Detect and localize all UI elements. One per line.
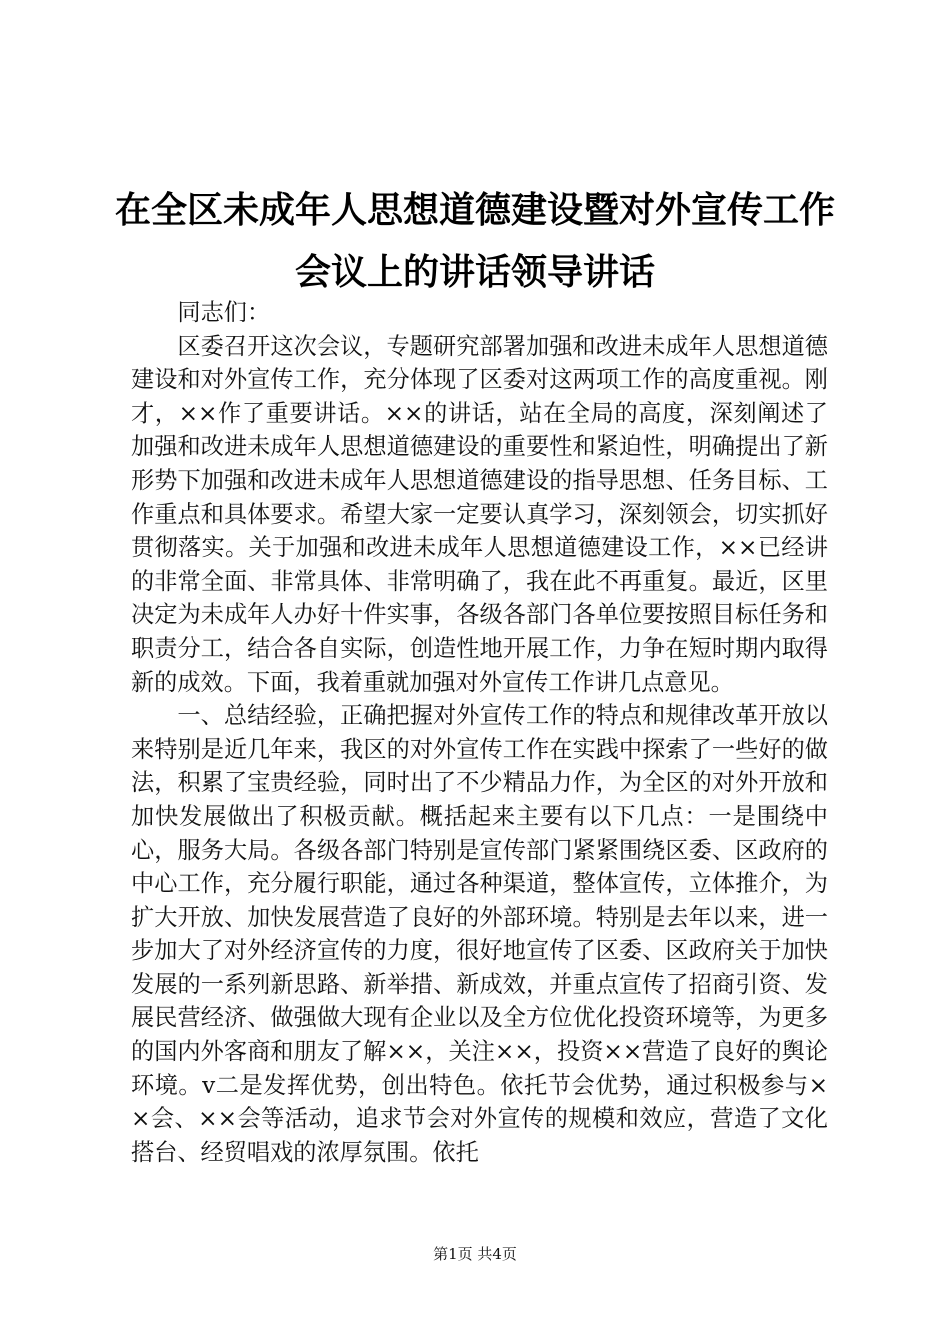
document-body [131, 296, 828, 1169]
body-paragraph-1: 区委召开这次会议，专题研究部署加强和改进未成年人思想道德建设和对外宣传工作，充分体现了区委对这两项工作的高度重视。刚才，××作了重要讲话。××的讲话，站在全局的高度，深刻阐述了加强和改进未成年人思想道德建设的重要性和紧迫性，明确提出了新形势下加强和改进未成年人思想道德建设的指导思想、任务目标、工作重点和具体要求。希望大家一定要认真学习，深刻领会，切实抓好贯彻落实。关于加强和改进未成年人思想道德建设工作，××已经讲的非常全面、非常具体、非常明确了，我在此不再重复。最近，区里决定为未成年人办好十件实事，各级各部门各单位要按照目标任务和职责分工，结合各自实际，创造性地开展工作，力争在短时期内取得新的成效。下面，我着重就加强对外宣传工作讲几点意见。 [131, 332, 828, 696]
page-footer: 第1页 共4页 [433, 1245, 517, 1263]
title-line-2: 会议上的讲话领导讲话 [294, 252, 655, 293]
salutation-paragraph: 同志们： [177, 299, 271, 326]
body-paragraph-2: 一、总结经验，正确把握对外宣传工作的特点和规律改革开放以来特别是近几年来，我区的对外宣传工作在实践中探索了一些好的做法，积累了宝贵经验，同时出了不少精品力作，为全区的对外开放和加快发展做出了积极贡献。概括起来主要有以下几点：一是围绕中心，服务大局。各级各部门特别是宣传部门紧紧围绕区委、区政府的中心工作，充分履行职能，通过各种渠道，整体宣传，立体推介，为扩大开放、加快发展营造了良好的外部环境。特别是去年以来，进一步加大了对外经济宣传的力度，很好地宣传了区委、区政府关于加快发展的一系列新思路、新举措、新成效，并重点宣传了招商引资、发展民营经济、做强做大现有企业以及全方位优化投资环境等，为更多的国内外客商和朋友了解××，关注××，投资××营造了良好的舆论环境。v二是发挥优势，创出特色。依托节会优势，通过积极参与××会、××会等活动，追求节会对外宣传的规模和效应，营造了文化搭台、经贸唱戏的浓厚氛围。依托 [131, 702, 828, 1166]
document-title [0, 180, 950, 304]
title-line-1: 在全区未成年人思想道德建设暨对外宣传工作 [114, 190, 835, 231]
